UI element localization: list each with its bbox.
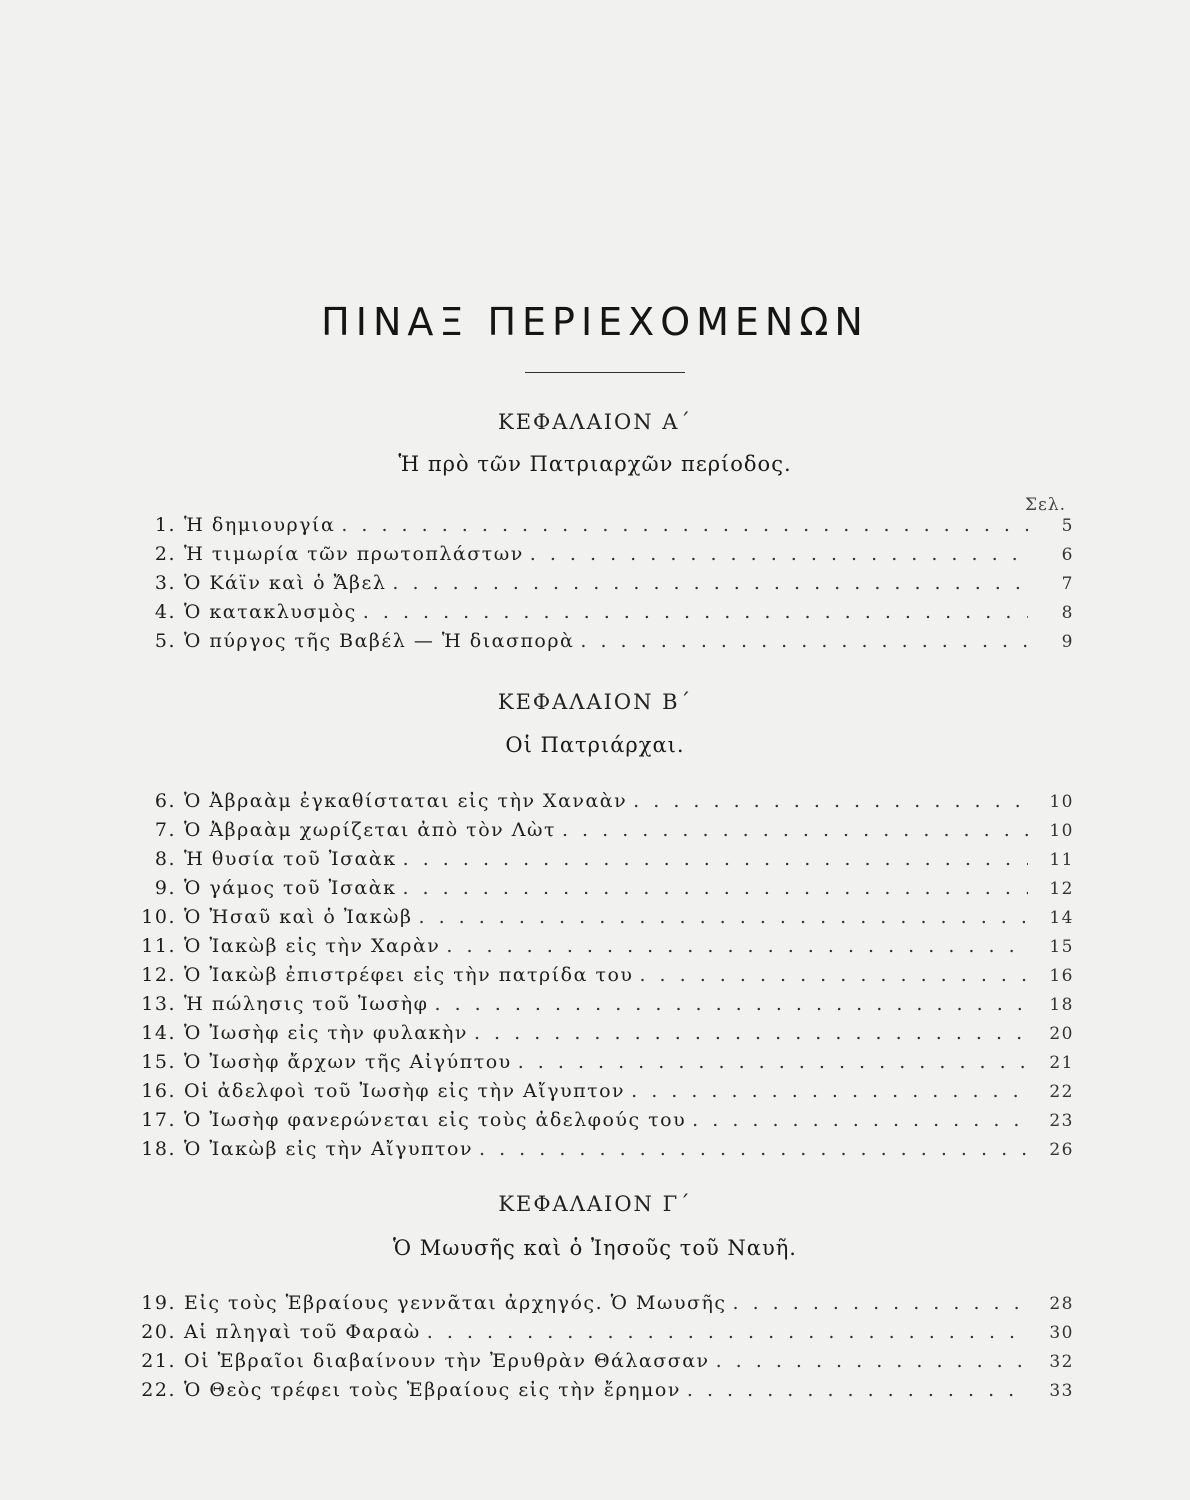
entry-number: 21. xyxy=(141,1350,176,1372)
dot-leader xyxy=(716,1350,1028,1372)
dot-leader xyxy=(392,572,1028,594)
entry-title: Ἡ πώλησις τοῦ Ἰωσὴφ xyxy=(184,993,429,1015)
entry-title: Οἱ Ἑβραῖοι διαβαίνουν τὴν Ἐρυθρὰν Θάλασσαν xyxy=(184,1350,710,1372)
dot-leader xyxy=(479,1138,1028,1160)
entry-number: 19. xyxy=(141,1292,176,1314)
dot-leader xyxy=(733,1292,1028,1314)
dot-leader xyxy=(631,1080,1028,1102)
entry-number: 17. xyxy=(141,1109,176,1131)
entry-page: 7 xyxy=(1061,574,1074,594)
entry-page: 22 xyxy=(1049,1082,1074,1102)
entry-page: 11 xyxy=(1049,850,1074,870)
entry-page: 10 xyxy=(1049,821,1074,841)
entry-title: Ἡ θυσία τοῦ Ἰσαὰκ xyxy=(184,848,397,870)
toc-entry xyxy=(120,1292,1080,1321)
chapter-subtitle-a: Ἡ πρὸ τῶν Πατριαρχῶν περίοδος. xyxy=(398,452,792,476)
toc-entry xyxy=(120,601,1080,630)
entry-title: Ὁ Ἀβραὰμ χωρίζεται ἀπὸ τὸν Λὼτ xyxy=(184,819,556,841)
entry-title: Ὁ Ἰωσὴφ φανερώνεται εἰς τοὺς ἀδελφούς του xyxy=(184,1109,687,1131)
entry-page: 9 xyxy=(1061,632,1074,652)
chapter-heading-c: ΚΕΦΑΛΑΙΟΝ Γ΄ xyxy=(498,1192,692,1216)
toc-entry xyxy=(120,1109,1080,1138)
toc-entry xyxy=(120,1379,1080,1408)
toc-entry xyxy=(120,630,1080,659)
toc-entry xyxy=(120,877,1080,906)
dot-leader xyxy=(427,1321,1028,1343)
dot-leader xyxy=(692,1109,1028,1131)
entry-page: 16 xyxy=(1049,966,1074,986)
entry-page: 23 xyxy=(1049,1111,1074,1131)
dot-leader xyxy=(363,601,1028,623)
entry-page: 33 xyxy=(1049,1381,1074,1401)
dot-leader xyxy=(562,819,1028,841)
dot-leader xyxy=(518,1051,1028,1073)
entry-page: 28 xyxy=(1049,1294,1074,1314)
dot-leader xyxy=(474,1022,1028,1044)
entry-page: 8 xyxy=(1061,603,1074,623)
toc-entry xyxy=(120,1080,1080,1109)
entry-title: Ὁ πύργος τῆς Βαβέλ — Ἡ διασπορὰ xyxy=(184,630,575,652)
toc-entry xyxy=(120,993,1080,1022)
title-divider xyxy=(525,372,685,373)
entry-number: 3. xyxy=(154,572,176,594)
dot-leader xyxy=(341,514,1028,536)
entry-number: 11. xyxy=(141,935,176,957)
entry-title: Ὁ Κάϊν καὶ ὁ Ἄβελ xyxy=(184,572,387,594)
entry-title: Ὁ Ἰωσὴφ ἄρχων τῆς Αἰγύπτου xyxy=(184,1051,512,1073)
entry-number: 18. xyxy=(141,1138,176,1160)
entry-page: 26 xyxy=(1049,1140,1074,1160)
entry-number: 2. xyxy=(154,543,176,565)
entry-number: 6. xyxy=(154,790,176,812)
entry-number: 5. xyxy=(154,630,176,652)
toc-entry xyxy=(120,906,1080,935)
entry-page: 30 xyxy=(1049,1323,1074,1343)
entry-page: 5 xyxy=(1061,516,1074,536)
toc-entry xyxy=(120,964,1080,993)
entry-title: Εἰς τοὺς Ἑβραίους γεννᾶται ἀρχηγός. Ὁ Μωυσῆς xyxy=(184,1292,727,1314)
entry-number: 8. xyxy=(154,848,176,870)
page-title: ΠΙΝΑΞ ΠΕΡΙΕΧΟΜΕΝΩΝ xyxy=(321,300,869,344)
entry-number: 4. xyxy=(154,601,176,623)
entry-page: 20 xyxy=(1049,1024,1074,1044)
chapter-heading-a: ΚΕΦΑΛΑΙΟΝ Α΄ xyxy=(498,410,692,434)
entry-title: Αἱ πληγαὶ τοῦ Φαραὼ xyxy=(184,1321,421,1343)
toc-entry xyxy=(120,1321,1080,1350)
dot-leader xyxy=(403,848,1028,870)
entry-number: 22. xyxy=(141,1379,176,1401)
toc-entry xyxy=(120,1350,1080,1379)
entry-number: 10. xyxy=(141,906,176,928)
toc-list-chapter-c xyxy=(120,1292,1080,1408)
entry-title: Οἱ ἀδελφοὶ τοῦ Ἰωσὴφ εἰς τὴν Αἴγυπτον xyxy=(184,1080,626,1102)
entry-title: Ὁ γάμος τοῦ Ἰσαὰκ xyxy=(184,877,397,899)
entry-title: Ὁ Ἰακὼβ εἰς τὴν Αἴγυπτον xyxy=(184,1138,474,1160)
entry-page: 10 xyxy=(1049,792,1074,812)
entry-title: Ὁ Θεὸς τρέφει τοὺς Ἑβραίους εἰς τὴν ἔρημον xyxy=(184,1379,681,1401)
dot-leader xyxy=(580,630,1028,652)
toc-entry xyxy=(120,543,1080,572)
entry-page: 21 xyxy=(1049,1053,1074,1073)
toc-entry xyxy=(120,848,1080,877)
dot-leader xyxy=(633,790,1028,812)
page-column-label: Σελ. xyxy=(1025,495,1067,515)
entry-number: 20. xyxy=(141,1321,176,1343)
entry-number: 16. xyxy=(141,1080,176,1102)
dot-leader xyxy=(687,1379,1028,1401)
entry-page: 12 xyxy=(1049,879,1074,899)
entry-title: Ὁ Ἠσαῦ καὶ ὁ Ἰακὼβ xyxy=(184,906,413,928)
entry-number: 12. xyxy=(141,964,176,986)
entry-title: Ὁ Ἰακὼβ ἐπιστρέφει εἰς τὴν πατρίδα του xyxy=(184,964,634,986)
toc-list-chapter-a xyxy=(120,514,1080,659)
entry-title: Ὁ Ἰωσὴφ εἰς τὴν φυλακὴν xyxy=(184,1022,468,1044)
entry-page: 18 xyxy=(1049,995,1074,1015)
entry-number: 14. xyxy=(141,1022,176,1044)
entry-number: 9. xyxy=(154,877,176,899)
entry-page: 6 xyxy=(1061,545,1074,565)
toc-entry xyxy=(120,819,1080,848)
toc-entry xyxy=(120,790,1080,819)
chapter-subtitle-b: Οἱ Πατριάρχαι. xyxy=(505,733,685,757)
toc-entry xyxy=(120,1051,1080,1080)
dot-leader xyxy=(418,906,1028,928)
entry-page: 32 xyxy=(1049,1352,1074,1372)
toc-entry xyxy=(120,514,1080,543)
toc-entry xyxy=(120,1138,1080,1167)
entry-number: 1. xyxy=(154,514,176,536)
entry-number: 13. xyxy=(141,993,176,1015)
entry-number: 7. xyxy=(154,819,176,841)
entry-page: 15 xyxy=(1049,937,1074,957)
dot-leader xyxy=(446,935,1028,957)
toc-entry xyxy=(120,572,1080,601)
entry-page: 14 xyxy=(1049,908,1074,928)
entry-title: Ὁ κατακλυσμὸς xyxy=(184,601,357,623)
toc-list-chapter-b xyxy=(120,790,1080,1167)
toc-entry xyxy=(120,935,1080,964)
entry-title: Ἡ τιμωρία τῶν πρωτοπλάστων xyxy=(184,543,524,565)
entry-title: Ἡ δημιουργία xyxy=(184,514,336,536)
entry-number: 15. xyxy=(141,1051,176,1073)
dot-leader xyxy=(639,964,1028,986)
dot-leader xyxy=(530,543,1028,565)
chapter-subtitle-c: Ὁ Μωυσῆς καὶ ὁ Ἰησοῦς τοῦ Ναυῆ. xyxy=(393,1236,797,1260)
dot-leader xyxy=(435,993,1029,1015)
chapter-heading-b: ΚΕΦΑΛΑΙΟΝ Β΄ xyxy=(497,690,693,714)
dot-leader xyxy=(402,877,1028,899)
entry-title: Ὁ Ἰακὼβ εἰς τὴν Χαρὰν xyxy=(184,935,441,957)
entry-title: Ὁ Ἀβραὰμ ἐγκαθίσταται εἰς τὴν Χαναὰν xyxy=(184,790,628,812)
toc-entry xyxy=(120,1022,1080,1051)
